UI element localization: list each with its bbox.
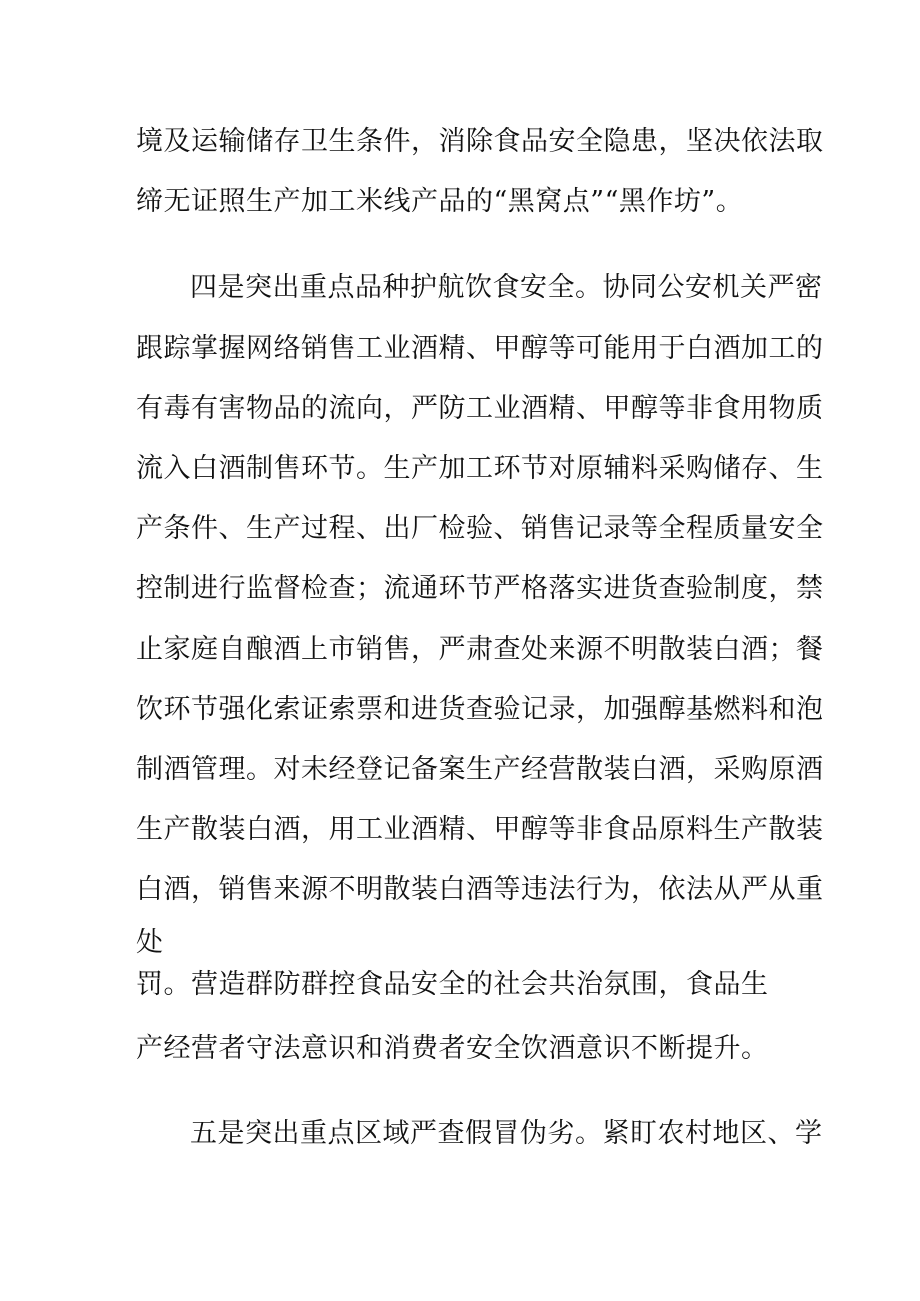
text-line-5: 有毒有害物品的流向，严防工业酒精、甲醇等非食用物质 — [136, 393, 824, 424]
text-line-6: 流入白酒制售环节。生产加工环节对原辅料采购储存、生 — [136, 453, 824, 484]
text-line-8: 控制进行监督检查；流通环节严格落实进货查验制度，禁 — [136, 573, 824, 604]
text-line-2: 缔无证照生产加工米线产品的“黑窝点”“黑作坊”。 — [136, 186, 744, 217]
text-line-16: 产经营者守法意识和消费者安全饮酒意识不断提升。 — [136, 1033, 769, 1064]
text-line-12: 生产散装白酒，用工业酒精、甲醇等非食品原料生产散装 — [136, 814, 824, 845]
paragraph-4-first-line: 四是突出重点品种护航饮食安全。协同公安机关严密 — [190, 272, 823, 303]
text-line-9: 止家庭自酿酒上市销售，严肃查处来源不明散装白酒；餐 — [136, 634, 824, 665]
text-line-13: 白酒，销售来源不明散装白酒等违法行为，依法从严从重 — [136, 874, 824, 905]
text-line-4: 跟踪掌握网络销售工业酒精、甲醇等可能用于白酒加工的 — [136, 333, 824, 364]
text-line-11: 制酒管理。对未经登记备案生产经营散装白酒，采购原酒 — [136, 754, 824, 785]
text-line-1: 境及运输储存卫生条件，消除食品安全隐患，坚决依法取 — [136, 126, 824, 157]
paragraph-5-first-line: 五是突出重点区域严查假冒伪劣。紧盯农村地区、学 — [190, 1118, 823, 1149]
text-line-15: 罚。营造群防群控食品安全的社会共治氛围，食品生 — [136, 969, 769, 1000]
text-line-7: 产条件、生产过程、出厂检验、销售记录等全程质量安全 — [136, 513, 824, 544]
text-line-14: 处 — [136, 927, 164, 958]
text-line-10: 饮环节强化索证索票和进货查验记录，加强醇基燃料和泡 — [136, 694, 824, 725]
